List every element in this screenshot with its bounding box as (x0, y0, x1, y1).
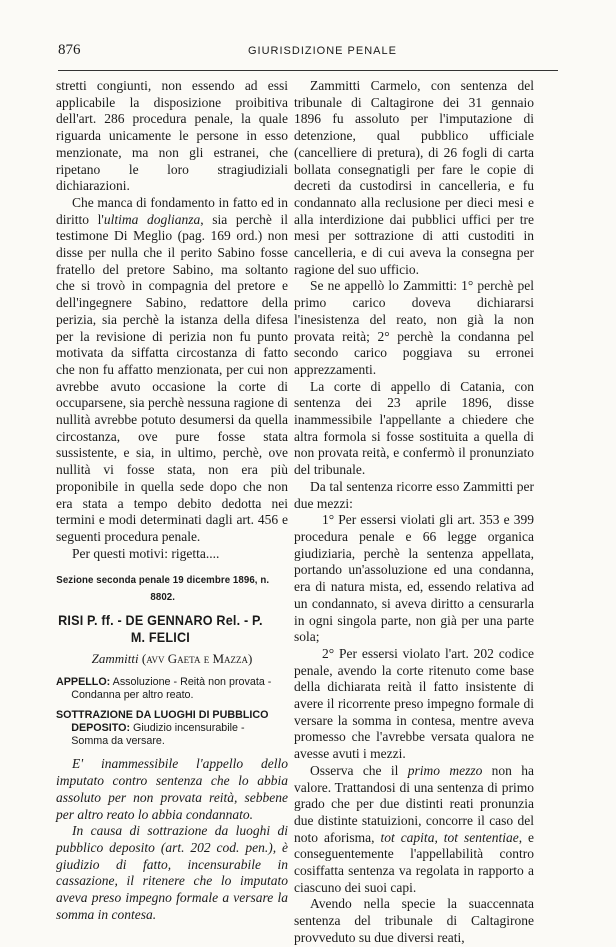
page-number: 876 (58, 42, 81, 58)
right-column (294, 78, 534, 947)
right-paragraph-8: Avendo nella specie la suaccennata sentenza del tribunale di Caltagirone provveduto su due diversi reati, (294, 896, 534, 945)
left-paragraph-2: Che manca di fondamento in fatto ed in diritto l'ultima doglianza, sia perchè il testimone Di Meglio (pag. 169 ord.) non disse per nulla che il perito Sabino fosse fratello del pretore Sabino, ma soltanto che si trovò in compagnia del pretore e dell'ingegnere Sabino, redattore della perizia, sia perchè la istanza della difesa per la revisione di perizia non fu punto motivata da siffatta circostanza di fatto che non fu affatto menzionata, per cui non avrebbe avuto occasione la corte di occuparsene, sia perchè nessuna ragione di nullità avrebbe potuto desumersi da quella circostanza, ove pure fosse stata sussistente, e sia, in ultimo, perchè, ove nullità vi fosse stata, non era più proponibile in quella sede dopo che non era stata a tempo debito dedotta nei termini e modi determinati dagli art. 456 e seguenti procedura penale. (56, 194, 288, 544)
right-paragraph-1: Zammitti Carmelo, con sentenza del tribunale di Caltagirone dei 31 gennaio 1896 fu assoluto per l'imputazione di detenzione, qual pubblico ufficiale (cancelliere di pretura), di 26 fogli di carta bollata consegnatigli per fare le copie di decreti da custodirsi in cancelleria, e fu condannato alla reclusione per dieci mesi e alla interdizione dai pubblici uffici per tre mesi per sottrazione di atti custoditi in cancelleria, e di cui aveva la consegna per ragione del suo ufficio. (294, 78, 534, 277)
left-paragraph-3: Per questi motivi: rigetta.... (72, 545, 220, 561)
left-paragraph-1: stretti congiunti, non essendo ad essi applicabile la disposizione proibitiva dell'art. 286 procedura penale, la quale riguarda unicamente le persone in esso menzionate, ma non gli estranei, che ripetano le loro stragiudiziali dichiarazioni. (56, 78, 288, 194)
running-title: GIURISDIZIONE PENALE (248, 45, 397, 57)
right-paragraph-5: 1° Per essersi violati gli art. 353 e 399 procedura penale e 66 legge organica giudiziaria, perchè la sentenza appellata, portando un'assoluzione ed una condanna, era di natura mista, ed, essendo relativa ad un condannato, si aveva diritto a censurarla in ogni singola parte, non già per una parte sola; (294, 512, 534, 645)
right-paragraph-2: Se ne appellò lo Zammitti: 1° perchè pel primo carico doveva dichiararsi l'inesistenza del reato, non già la non provata reità; 2° perchè la condanna pel secondo carico poggiava su erronei apprezzamenti. (294, 278, 534, 377)
page-header (58, 40, 558, 68)
massima-block (56, 756, 288, 923)
parties-heading: RISI P. ff. - DE GENNARO Rel. - P. M. FELICI (58, 611, 263, 645)
left-column (56, 78, 288, 923)
counsel-line: Zammitti (avv Gaeta e Mazza) (91, 651, 253, 667)
session-heading: Sezione seconda penale 19 dicembre 1896, n. 8802. (56, 574, 270, 604)
massima-2: In causa di sottrazione da luoghi di pubblico deposito (art. 202 cod. pen.), è giudizio di fatto, incensurabile in cassazione, il ritenere che lo imputato aveva preso impegno formale a versare la somma in contesa. (56, 823, 288, 922)
massima-1: E' inammessibile l'appello dello imputato contro sentenza che lo abbia assoluto per non provata reità, sebbene per altro reato lo abbia condannato. (56, 756, 288, 822)
maxim-appello: APPELLO: Assoluzione - Reità non provata - Condanna per altro reato. (56, 675, 272, 702)
right-paragraph-7: Osserva che il primo mezzo non ha valore. Trattandosi di una sentenza di primo grado che per due distinti reati pronunzia due distinte statuizioni, concorre il caso del noto aforisma, tot capita, tot sententiae, e conseguentemente l'appellabilità contro cosiffatta sentenza va regolata in rapporto a ciascuno dei suoi capi. (294, 762, 534, 895)
right-paragraph-4: Da tal sentenza ricorre esso Zammitti per due mezzi: (294, 478, 534, 511)
header-divider (58, 70, 558, 71)
right-paragraph-6: 2° Per essersi violato l'art. 202 codice penale, avendo la corte ritenuto come base della dichiarata reità il fatto insistente di avere il ricorrente preso impegno formale di versare la somma in contesa, mentre aveva promesso che l'avrebbe versata qualora ne avesse avuti i mezzi. (294, 645, 534, 762)
maxim-sottrazione: SOTTRAZIONE DA LUOGHI DI PUBBLICO DEPOSITO: Giudizio incensurabile - Somma da versare. (56, 708, 269, 748)
right-paragraph-3: La corte di appello di Catania, con sentenza dei 23 aprile 1896, disse inammessibile l'appellante a chiedere che altra formola si fosse sostituita a quella di non provata reità, e confermò il pronunziato del tribunale. (294, 378, 534, 478)
